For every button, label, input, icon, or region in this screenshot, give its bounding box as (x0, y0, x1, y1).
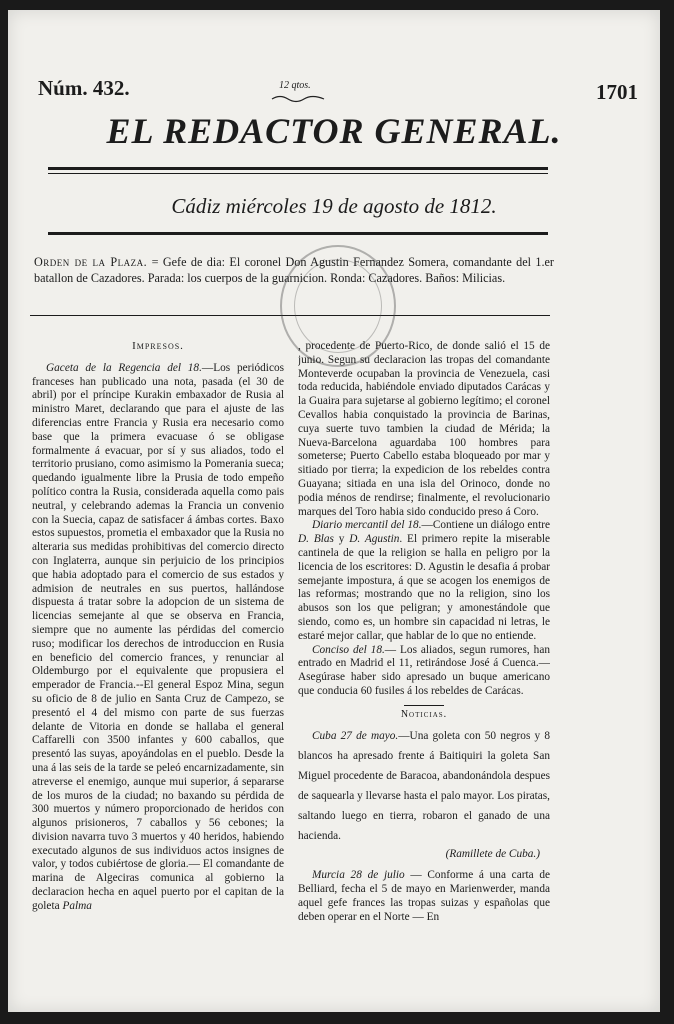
cuba-label: Cuba 27 de mayo. (312, 729, 399, 742)
gaceta-text: —Los periódicos franceses han publicado una nota, pasada (el 30 de abril) por el príncipe Kurakin embaxador de Rusia al ministro Maret, declarando que para el ajuste de las diferencias entre Francia y Rusia era necesario como base que la primera evacuase ó se obligase formalmente á evacuar, por sí y sus aliados, todo el territorio prusiano, como asimismo la Pomerania sueca; quedando igualmente libre la Prusia de todo empeño político contra la Rusia, considerada aquella como pais neutral, y celebrando ademas la Francia un convenio con la Suecia, capaz de satisfacer á ámbas cortes. Baxo estos supuestos, prometia el embaxador que la Rusia no alteraria sus medidas prohibitivas del comercio directo con Inglaterra, aunque sin perjuicio de los principios que habia adoptado para el comercio de sus estados y admision de neutrales en sus puertos, hallándose dispuesta á tratar sobre la adopcion de un sistema de licencias semejante al que se observa en Francia, siempre que no aumente las pérdidas del comercio ruso; modificar los derechos de introduccion en Rusia en beneficio del comercio frances, y renunciar al Oldemburgo por el equivalente que propusiera el emperador de Francia.--El general Espoz Mina, segun su oficio de 8 de julio en Santa Cruz de Campezo, se presentó el 4 del mismo con parte de sus fuerzas delante de Vitoria en donde se hallaba el general Caffarelli con 3500 infantes y 600 caballos, que presentó las suyas, apoyándolas en el pueblo. Desde la una á las seis de la tarde se peleó encarnizadamente, sin atreverse el enemigo, aunque mui superior, á separarse de los muros de la ciudad; no baxando su pérdida de 300 muertos y número proporcionado de heridos con algunos prisioneros, 7 caballos y 56 cebones; la division navarra tuvo 3 muertos y 40 heridos, habiendo executado algunos de sus individuos actos insignes de valor, y todos cubiértose de gloria.— El comandante de marina de Algeciras comunica al gobierno la declaracion hecha en aquel puerto por el capitan de la goleta (32, 361, 284, 912)
page-number: 1701 (596, 80, 638, 104)
noticias-heading: Noticias. (400, 708, 448, 720)
conciso-paragraph: Conciso del 18.— Los aliados, segun rumores, han entrado en Madrid el 11, retirándose José á Cuenca.—Asegúrase haber sido apresado un buque americano que conducia 60 fusiles á los rebeldes de Carácas. (298, 643, 550, 697)
cuba-paragraph: Cuba 27 de mayo.—Una goleta con 50 negros y 8 blancos ha apresado frente á Baitiquiri la goleta San Miguel procedente de Baracoa, abandonándola despues de saquearla y llevarse hasta el palo mayor. Los piratas, saltando luego en tierra, robaron el ganado de una hacienda. (298, 729, 550, 842)
issue-number: Núm. 432. (38, 76, 130, 100)
diario-label: Diario mercantil del 18. (312, 519, 422, 532)
murcia-label: Murcia 28 de julio (312, 869, 405, 882)
price-note: 12 qtos. (279, 80, 311, 91)
left-column (32, 340, 284, 932)
masthead-rule-thin (48, 173, 548, 174)
goleta-name: Palma (62, 899, 92, 912)
gaceta-paragraph (32, 362, 284, 914)
cuba-source: (Ramillete de Cuba.) (445, 847, 540, 860)
flourish-underline (270, 94, 326, 104)
impresos-heading: Impresos. (132, 340, 184, 352)
orden-text: = Gefe de dia: El coronel Don Agustin Fernandez Somera, comandante del 1.er batallon de Cazadores. Parada: los cuerpos de la guarnicion. Ronda: Cazadores. Baños: Milicias. (34, 255, 554, 285)
masthead-title: EL REDACTOR GENERAL. (106, 111, 562, 151)
dateline-rule (48, 232, 548, 235)
masthead-rule-top (48, 167, 548, 170)
gaceta-continuation: , procedente de Puerto-Rico, de donde salió el 15 de junio. Segun su declaracion las tropas del comandante Monteverde ocupaban la provincia de Venezuela, casi toda reducida, habiéndole enviado diputados Carácas y la Guaira para sujetarse al gobierno legítimo; el coronel Cevallos habia conquistado la provincia de Barinas, cuya suerte tuvo tambien la ciudad de Mérida; la Nueva-Barcelona aguardaba 100 hombres para someterse; Puerto Cabello estaba bloqueado por mar y sitiado por tierra; la expedicion de los rebeldes contra Guayana; sitiada en una isla del Orinoco, donde no podia ménos de rendirse; finalmente, el revolucionario marques del Toro habia sido conducido preso á Coro. (298, 340, 550, 518)
dateline: Cádiz miércoles 19 de agosto de 1812. (171, 194, 497, 218)
conciso-label: Conciso del 18. (312, 643, 385, 656)
newspaper-page (8, 10, 660, 1012)
gaceta-label: Gaceta de la Regencia del 18. (46, 361, 202, 374)
noticias-rule (404, 705, 444, 706)
right-column (298, 340, 550, 932)
orden-label: Orden de la Plaza. (34, 255, 148, 269)
murcia-paragraph: Murcia 28 de julio — Conforme á una carta de Belliard, fecha el 5 de mayo en Marienwerder, manda aquel gefe frances las tropas suizas y españolas que deben operar en el Norte — En (298, 869, 550, 923)
diario-paragraph: Diario mercantil del 18.—Contiene un diálogo entre D. Blas y D. Agustin. El primero repite la miserable cantinela de que la religion se halla en peligro por la licencia de los escritores: D. Agustin le desafia á probar semejante impostura, á que se acogen los enemigos de las reformas; mostrando que no la religion, sino los abusos son los que peligran; y amonestándole que siendo, como es, un hombre sin capacidad ni letras, le estaré mejor callar, que hablar de lo que no entiende. (298, 519, 550, 642)
